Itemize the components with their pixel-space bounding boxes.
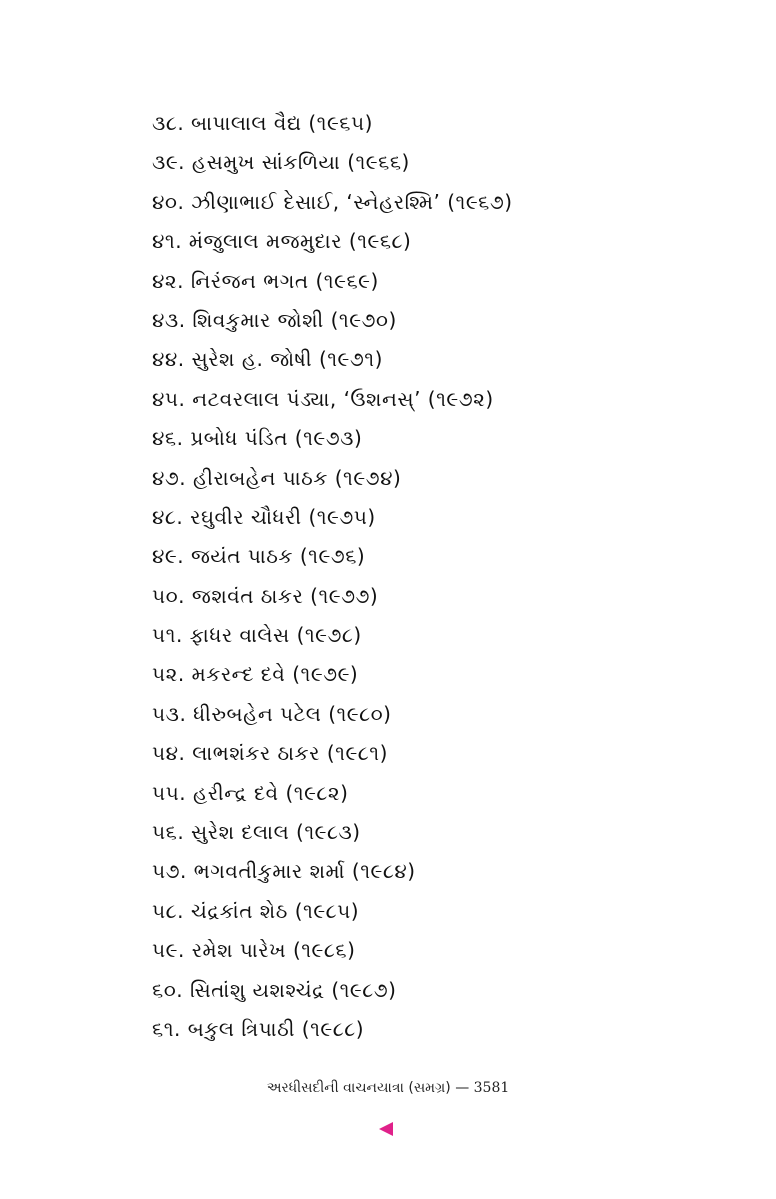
list-item: ૫૩. ધીરુબહેન પટેલ (૧૯૮૦): [152, 701, 392, 726]
list-item: ૫૭. ભગવતીકુમાર શર્મા (૧૯૮૪): [152, 859, 416, 884]
award-recipients-list: [152, 104, 513, 1049]
list-item: ૪૫. નટવરલાલ પંડ્યા, ‘ઉશનસ્’ (૧૯૭૨): [152, 386, 494, 411]
list-item: ૪૧. મંજુલાલ મજમુદાર (૧૯૬૮): [152, 229, 412, 254]
list-item: ૪૮. રઘુવીર ચૌધરી (૧૯૭૫): [152, 504, 376, 529]
triangle-left-icon[interactable]: [379, 1122, 393, 1136]
list-item: ૫૪. લાભશંકર ઠાકર (૧૯૮૧): [152, 741, 388, 766]
list-item: ૪૭. હીરાબહેન પાઠક (૧૯૭૪): [152, 465, 402, 490]
page-number: 3581: [473, 1080, 510, 1096]
list-item: ૬૧. બકુલ ત્રિપાઠી (૧૯૮૮): [152, 1016, 365, 1041]
list-item: ૬૦. સિતાંશુ યશશ્ચંદ્ર (૧૯૮૭): [152, 977, 397, 1002]
list-item: ૫૬. સુરેશ દલાલ (૧૯૮૩): [152, 820, 361, 845]
list-item: ૩૯. હસમુખ સાંકળિયા (૧૯૬૬): [152, 150, 410, 175]
list-item: ૪૪. સુરેશ હ. જોષી (૧૯૭૧): [152, 347, 383, 372]
list-item: ૫૫. હરીન્દ્ર દવે (૧૯૮૨): [152, 780, 349, 805]
book-title: અરધીસદીની વાચનયાત્રા (સમગ્ર): [266, 1080, 451, 1096]
list-item: ૫૨. મકરન્દ દવે (૧૯૭૯): [152, 662, 359, 687]
page-footer: [0, 1080, 776, 1096]
list-item: ૫૦. જશવંત ઠાકર (૧૯૭૭): [152, 583, 379, 608]
list-item: ૪૨. નિરંજન ભગત (૧૯૬૯): [152, 268, 379, 293]
list-item: ૪૯. જયંત પાઠક (૧૯૭૬): [152, 544, 366, 569]
footer-separator: —: [455, 1080, 470, 1096]
list-item: ૩૮. બાપાલાલ વૈદ્ય (૧૯૬૫): [152, 111, 373, 135]
list-item: ૪૦. ઝીણાભાઈ દેસાઈ, ‘સ્નેહરશ્મિ’ (૧૯૬૭): [152, 189, 513, 214]
list-item: ૪૬. પ્રબોધ પંડિત (૧૯૭૩): [152, 426, 363, 451]
list-item: ૫૧. ફાધર વાલેસ (૧૯૭૮): [152, 623, 362, 648]
list-item: ૫૯. રમેશ પારેખ (૧૯૮૬): [152, 938, 356, 963]
list-item: ૫૮. ચંદ્રકાંત શેઠ (૧૯૮૫): [152, 898, 360, 923]
list-item: ૪૩. શિવકુમાર જોશી (૧૯૭૦): [152, 307, 397, 332]
